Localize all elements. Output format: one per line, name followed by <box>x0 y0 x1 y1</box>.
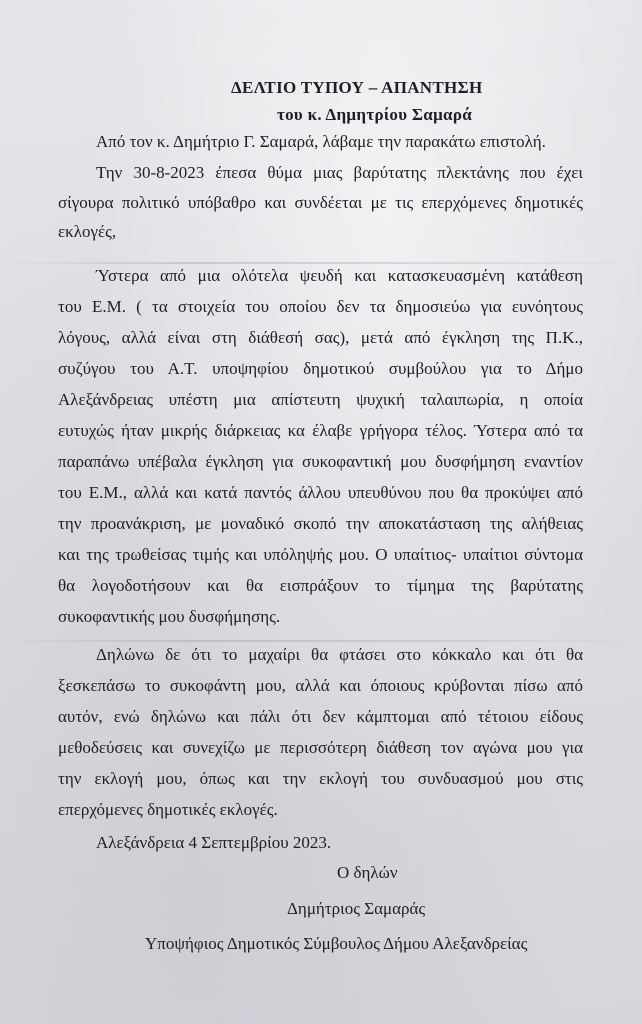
text-line: λόγους, αλλά είναι στη διάθεσή σας), μετά από έγκληση της Π.Κ., <box>58 328 583 347</box>
text-line: Δηλώνω δε ότι το μαχαίρι θα φτάσει στο κόκκαλο και ότι θα <box>96 645 583 664</box>
document-subtitle: του κ. Δημητρίου Σαμαρά <box>277 105 473 124</box>
text-line: συζύγου του Α.Τ. υποψηφίου δημοτικού συμβούλου για το Δήμο <box>58 359 583 378</box>
text-line: ευτυχώς ήταν μικρής διάρκειας κα έλαβε γρήγορα τέλος. Ύστερα από τα <box>58 421 583 440</box>
text-line: μεθοδεύσεις και συνεχίζω με περισσότερη διάθεση τον αγώνα μου για <box>58 738 583 757</box>
text-line: και της τρωθείσας τιμής και υπόληψής μου. Ο υπαίτιος- υπαίτιοι σύντομα <box>58 545 583 564</box>
text-line: Από τον κ. Δημήτριο Γ. Σαμαρά, λάβαμε την παρακάτω επιστολή. <box>96 132 546 151</box>
text-line: ξεσκεπάσω το συκοφάντη μου, αλλά και όποιους κρύβονται πίσω από <box>58 676 583 695</box>
text-line: του Ε.Μ. ( τα στοιχεία του οποίου δεν τα δημοσιεύω για ευνόητους <box>58 297 583 316</box>
declarant-label: Ο δηλών <box>337 863 398 882</box>
text-line: θα λογοδοτήσουν και θα εισπράξουν το τίμημα της βαρύτατης <box>58 576 583 595</box>
text-line: σίγουρα πολιτικό υπόβαθρο και συνδέεται με τις επερχόμενες δημοτικές <box>58 193 583 212</box>
document-title: ΔΕΛΤΙΟ ΤΥΠΟΥ – ΑΠΑΝΤΗΣΗ <box>231 78 483 97</box>
text-line: Αλεξάνδρειας υπέστη μια απίστευτη ψυχική ταλαιπωρία, η οποία <box>58 390 583 409</box>
paper-fold <box>0 640 642 642</box>
text-line: Ύστερα από μια ολότελα ψευδή και κατασκευασμένη κατάθεση <box>96 266 583 285</box>
text-line: αυτόν, ενώ δηλώνω και πάλι ότι δεν κάμπτομαι από τέτοιου είδους <box>58 707 583 726</box>
text-line: συκοφαντικής μου δυσφήμησης. <box>58 607 281 626</box>
signer-name: Δημήτριος Σαμαράς <box>287 899 426 918</box>
date-line: Αλεξάνδρεια 4 Σεπτεμβρίου 2023. <box>96 833 332 852</box>
text-line: την προανάκριση, με μοναδικό σκοπό την αποκατάσταση της αλήθειας <box>58 514 583 533</box>
text-line: Την 30-8-2023 έπεσα θύμα μιας βαρύτατης πλεκτάνης που έχει <box>96 163 583 182</box>
paper-fold <box>0 262 642 264</box>
text-line: εκλογές, <box>58 222 117 241</box>
text-line: του Ε.Μ., αλλά και κατά παντός άλλου υπευθύνου που θα προκύψει από <box>58 483 583 502</box>
signer-role: Υποψήφιος Δημοτικός Σύμβουλος Δήμου Αλεξανδρείας <box>145 934 528 953</box>
text-line: επερχόμενες δημοτικές εκλογές. <box>58 800 278 819</box>
text-line: την εκλογή μου, όπως και την εκλογή του συνδυασμού μου στις <box>58 769 583 788</box>
text-line: παραπάνω υπέβαλα έγκληση για συκοφαντική μου δυσφήμηση εναντίον <box>58 452 583 471</box>
